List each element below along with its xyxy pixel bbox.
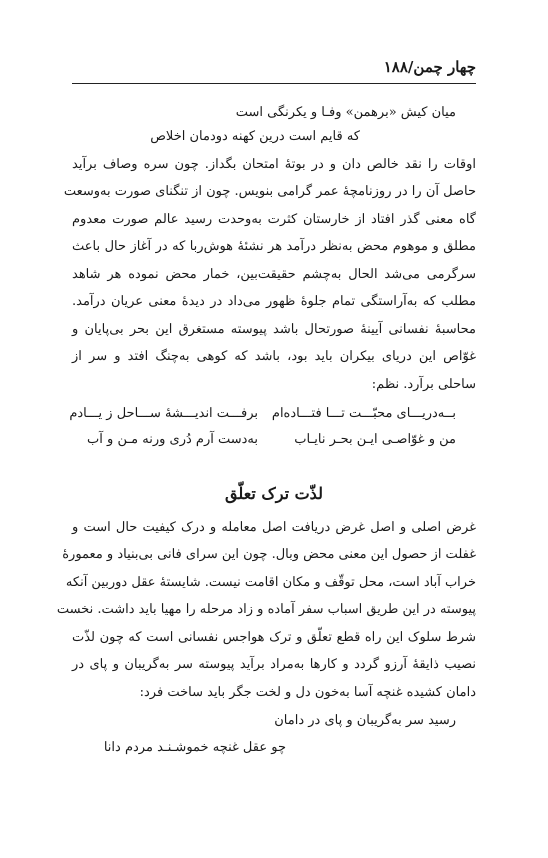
paragraph1-line: مطلق و موهوم محض به‌نظر درآمد هر نشئهٔ هوش‌ربا که در آغاز حال باعث bbox=[72, 239, 476, 254]
top-verse-line-1: میان کیش «برهمن» وفـا و یکرنگی است bbox=[235, 105, 456, 120]
paragraph2-line: خراب آباد است، محل توقّف و مکان اقامت نیست. شایستهٔ عقل دوربین آنکه bbox=[65, 575, 476, 590]
paragraph1-line: مطلب که به‌آراستگی تمام جلوهٔ ظهور می‌داد در دیدهٔ معنی عریان درآمد. bbox=[72, 294, 476, 309]
paragraph2-line: غرض اصلی و اصل غرض دریافت اصل معامله و درک کیفیت حال است و bbox=[72, 520, 476, 535]
paragraph1-line: غوّاص این دریای بیکران باید بود، باشد که کوهی به‌چنگ افتد و سر از bbox=[72, 349, 476, 364]
couplet-2-right-hemistich: من و غوّاصـی ایـن بحـر نایـاب bbox=[294, 432, 456, 447]
header-rule bbox=[72, 83, 476, 84]
paragraph2-line: نصیب ذایقهٔ آرزو گردد و کارها به‌مراد برآید پیوسته سر به‌گریبان و پای در bbox=[72, 657, 476, 672]
paragraph1-line: ساحلی برآرد. نظم: bbox=[371, 377, 476, 392]
page-header-title: چهار چمن/۱۸۸ bbox=[383, 58, 476, 76]
paragraph1-line: محاسبهٔ نفسانی آیینهٔ صورتحال باشد پیوسته مستغرق این بحر بی‌پایان و bbox=[72, 322, 476, 337]
paragraph1-line: اوقات را نقد خالص دان و در بوتهٔ امتحان بگداز. چون سره وصاف برآید bbox=[72, 157, 476, 172]
section-heading: لذّت ترک تعلّق bbox=[225, 484, 323, 503]
bottom-verse-line-1: رسید سر به‌گریبان و پای در دامان bbox=[274, 713, 456, 728]
paragraph1-line: سرگرمی می‌شد الحال به‌چشم حقیقت‌بین، خمار محض نموده هر شاهد bbox=[72, 267, 476, 282]
couplet-1-right-hemistich: بــه‌دریـــای محبّـــت تـــا فتـــاده‌ام bbox=[271, 406, 456, 421]
paragraph2-line: دامان کشیده غنچه آسا به‌خون دل و لخت جگر باید ساخت فرد: bbox=[139, 685, 476, 700]
paragraph2-line: غفلت از حصول این معنی محض وبال. چون این سرای فانی بی‌بنیاد و معمورهٔ bbox=[62, 547, 476, 562]
couplet-1-left-hemistich: برفـــت اندیـــشهٔ ســـاحل ز یـــادم bbox=[69, 406, 258, 421]
paragraph2-line: شرط سلوک این راه قطع تعلّق و ترک هواجس نفسانی است که چون لذّت bbox=[72, 630, 476, 645]
paragraph1-line: گاه معنی گذر افتاد از خارستان کثرت به‌وحدت رسید عالم صورت معدوم bbox=[72, 212, 476, 227]
couplet-2-left-hemistich: به‌دست آرم دُری ورنه مـن و آب bbox=[87, 432, 258, 447]
paragraph2-line: پیوسته در این طریق اسباب سفر آماده و زاد مرحله را مهیا باید داشت. نخست bbox=[56, 602, 476, 617]
bottom-verse-line-2: چو عقل غنچه خموشـنـد مردم دانا bbox=[103, 740, 286, 755]
top-verse-line-2: که قایم است درین کهنه دودمان اخلاص bbox=[150, 129, 360, 144]
paragraph1-line: حاصل آن را در روزنامچهٔ عمر گرامی بنویس. چون از تنگنای صورت به‌وسعت bbox=[63, 184, 476, 199]
